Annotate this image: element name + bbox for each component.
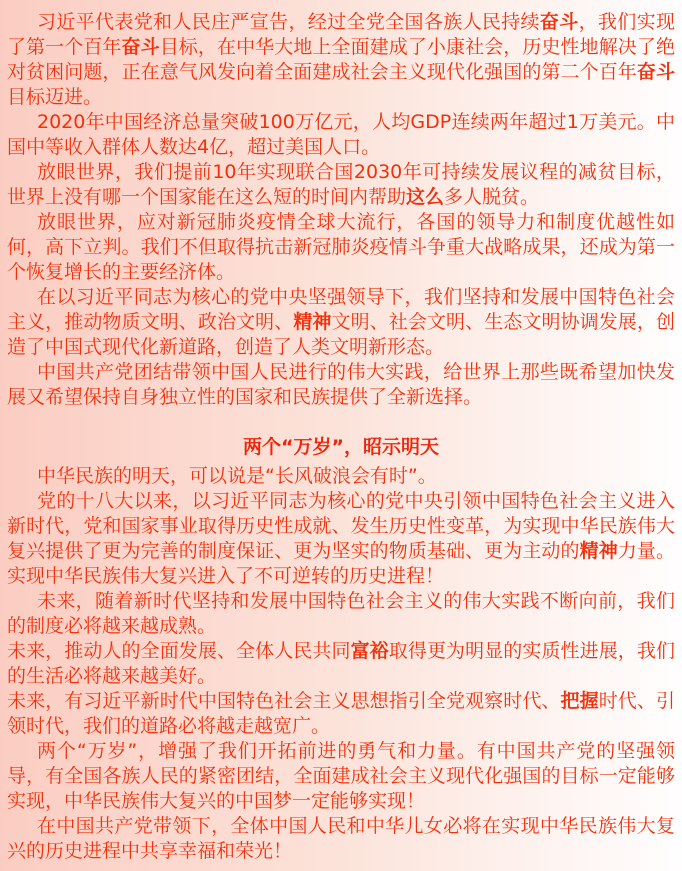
- text-run: 放眼世界，应对新冠肺炎疫情全球大流行，各国的领导力和制度优越性如何，高下立判。我们不但取得抗击新冠肺炎疫情斗争重大战略成果，还成为第一个恢复增长的主要经济体。: [7, 211, 675, 283]
- bold-text-run: 精神: [293, 311, 332, 333]
- paragraph: [7, 110, 675, 160]
- text-run: 在以习近平同志为核心的党中央坚强领导下，我们坚持和发展中国特色社会主义，推动物质文明、政治文明、: [7, 286, 675, 333]
- text-run: 在中国共产党带领下，全体中国人民和中华儿女必将在实现中华民族伟大复兴的历史进程中共享幸福和荣光！: [7, 815, 675, 862]
- text-run: 放眼世界，我们提前10年实现联合国2030年可持续发展议程的减贫目标，世界上没有哪一个国家能在这么短的时间内帮助: [7, 161, 675, 208]
- bold-text-run: 奋斗: [636, 61, 675, 83]
- paragraph: [7, 489, 675, 589]
- paragraph: [7, 210, 675, 285]
- text-run: 未来，推动人的全面发展、全体人民共同: [7, 640, 351, 662]
- paragraph: [7, 10, 675, 110]
- text-run: 中华民族的明天，可以说是“长风破浪会有时”。: [37, 465, 437, 487]
- paragraph: [7, 689, 675, 739]
- text-run: 中国共产党团结带领中国人民进行的伟大实践，给世界上那些既希望加快发展又希望保持自身独立性的国家和民族提供了全新选择。: [7, 361, 675, 408]
- text-run: 文明、社会文明、生态文明协调发展，创造了中国式现代化新道路，创造了人类文明新形态。: [7, 311, 675, 358]
- paragraph: [7, 814, 675, 864]
- bold-text-run: 把握: [560, 690, 599, 712]
- text-run: 2020年中国经济总量突破100万亿元，人均GDP连续两年超过1万美元。中国中等收入群体人数达4亿，超过美国人口。: [7, 111, 675, 158]
- paragraph: [7, 160, 675, 210]
- text-run: 多人脱贫。: [444, 186, 540, 208]
- text-run: 力量。实现中华民族伟大复兴进入了不可逆转的历史进程！: [7, 540, 675, 587]
- text-run: 党的十八大以来，以习近平同志为核心的党中央引领中国特色社会主义进入新时代，党和国家事业取得历史性成就、发生历史性变革，为实现中华民族伟大复兴提供了更为完善的制度保证、更为坚实的物质基础、更为主动的: [7, 490, 675, 562]
- paragraph: [7, 464, 675, 489]
- text-run: 目标迈进。: [7, 86, 103, 108]
- text-run: 两个“万岁”，增强了我们开拓前进的勇气和力量。有中国共产党的坚强领导，有全国各族人民的紧密团结，全面建成社会主义现代化强国的目标一定能够实现，中华民族伟大复兴的中国梦一定能够实现！: [7, 740, 675, 812]
- bold-text-run: 精神: [579, 540, 618, 562]
- text-run: 目标，在中华大地上全面建成了小康社会，历史性地解决了绝对贫困问题，正在意气风发向着全面建成社会主义现代化强国的第二个百年: [7, 36, 675, 83]
- bold-text-run: 这么: [406, 186, 445, 208]
- text-run: 未来，有习近平新时代中国特色社会主义思想指引全党观察时代、: [7, 690, 561, 712]
- bold-text-run: 奋斗: [121, 36, 160, 58]
- bold-text-run: 奋斗: [539, 11, 579, 33]
- bold-text-run: 两个“万岁”，昭示明天: [243, 436, 439, 458]
- text-run: 未来，随着新时代坚持和发展中国特色社会主义的伟大实践不断向前，我们的制度必将越来越成熟。: [7, 590, 675, 637]
- paragraph: [7, 639, 675, 689]
- paragraph: [7, 285, 675, 360]
- paragraph: [7, 739, 675, 814]
- text-run: 取得更为明显的实质性进展，我们的生活必将越来越美好。: [7, 640, 675, 687]
- text-run: ，我们实现了第一个百年: [7, 11, 675, 58]
- section-heading: [7, 435, 675, 460]
- text-run: 时代、引领时代，我们的道路必将越走越宽广。: [7, 690, 675, 737]
- bold-text-run: 富裕: [350, 640, 389, 662]
- paragraph: [7, 360, 675, 410]
- text-run: 习近平代表党和人民庄严宣告，经过全党全国各族人民持续: [37, 11, 540, 33]
- paragraph: [7, 589, 675, 639]
